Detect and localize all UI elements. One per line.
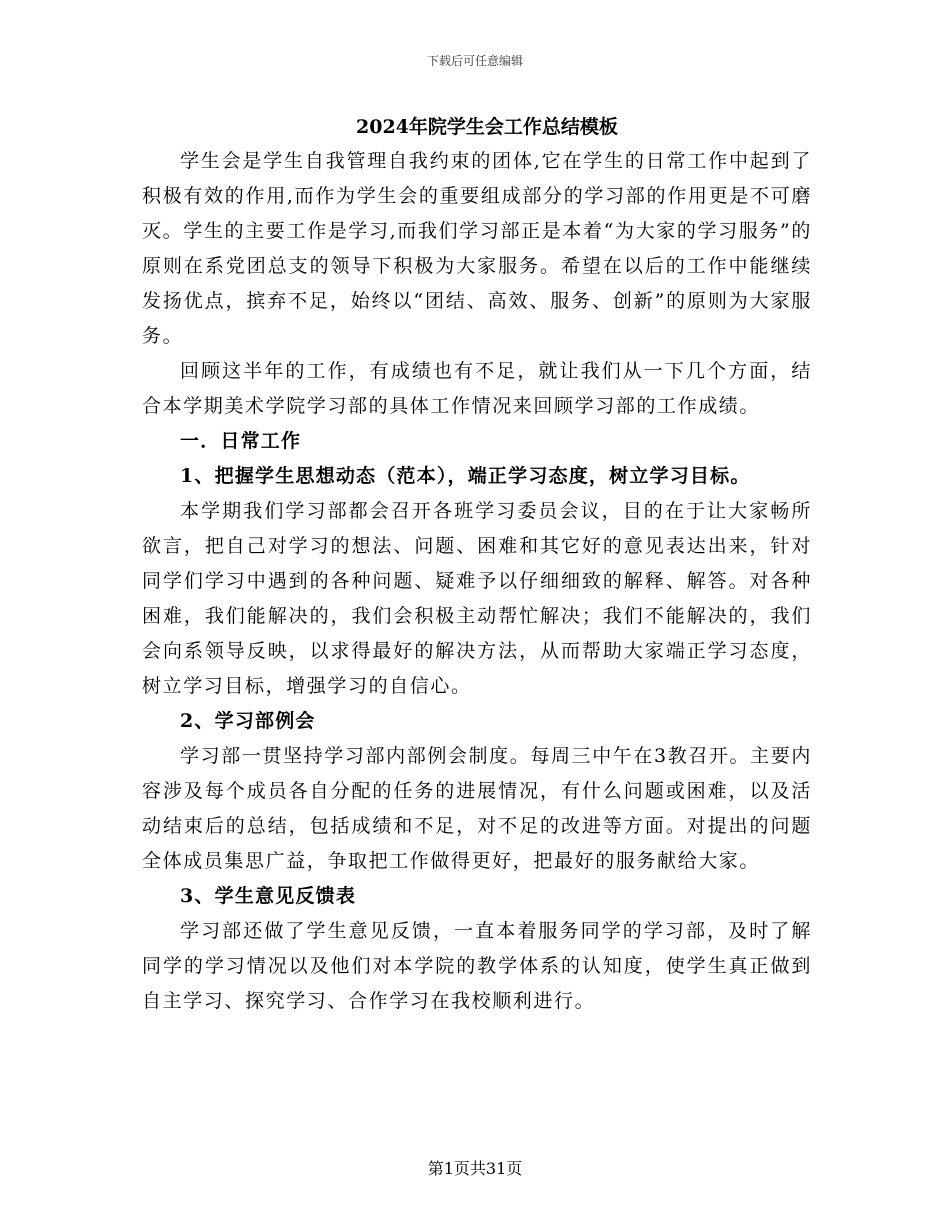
section-heading: 一．日常工作 — [180, 430, 302, 452]
item-paragraph-1: 本学期我们学习部都会召开各班学习委员会议，目的在于让大家畅所欲言，把自己对学习的想法、问题、困难和其它好的意见表达出来，针对同学们学习中遇到的各种问题、疑难予以仔细细致的解释、解答。对各种困难，我们能解决的，我们会积极主动帮忙解决；我们不能解决的，我们会向系领导反映，以求得最好的解决方法，从而帮助大家端正学习态度，树立学习目标，增强学习的自信心。 — [142, 500, 812, 697]
document-body — [142, 110, 812, 1019]
item-heading-3: 3、学生意见反馈表 — [180, 885, 357, 907]
item-paragraph-3: 学习部还做了学生意见反馈，一直本着服务同学的学习部，及时了解同学的学习情况以及他们对本学院的教学体系的认知度，使学生真正做到自主学习、探究学习、合作学习在我校顺利进行。 — [142, 920, 812, 1012]
intro-paragraph-2: 回顾这半年的工作，有成绩也有不足，就让我们从一下几个方面，结合本学期美术学院学习部的具体工作情况来回顾学习部的工作成绩。 — [142, 360, 812, 417]
item-heading-2: 2、学习部例会 — [180, 710, 316, 732]
item-paragraph-2: 学习部一贯坚持学习部内部例会制度。每周三中午在3教召开。主要内容涉及每个成员各自分配的任务的进展情况，有什么问题或困难，以及活动结束后的总结，包括成绩和不足，对不足的改进等方面。对提出的问题全体成员集思广益，争取把工作做得更好，把最好的服务献给大家。 — [142, 745, 812, 872]
page-header-note: 下载后可任意编辑 — [426, 54, 523, 68]
document-title: 2024年院学生会工作总结模板 — [356, 116, 618, 138]
item-heading-1: 1、把握学生思想动态（范本），端正学习态度，树立学习目标。 — [180, 465, 751, 487]
intro-paragraph-1: 学生会是学生自我管理自我约束的团体,它在学生的日常工作中起到了积极有效的作用,而作为学生会的重要组成部分的学习部的作用更是不可磨灭。学生的主要工作是学习,而我们学习部正是本着“为大家的学习服务”的原则在系党团总支的领导下积极为大家服务。希望在以后的工作中能继续发扬优点，摈弃不足，始终以“团结、高效、服务、创新”的原则为大家服务。 — [142, 150, 812, 347]
page-number: 第1页共31页 — [427, 1159, 523, 1178]
